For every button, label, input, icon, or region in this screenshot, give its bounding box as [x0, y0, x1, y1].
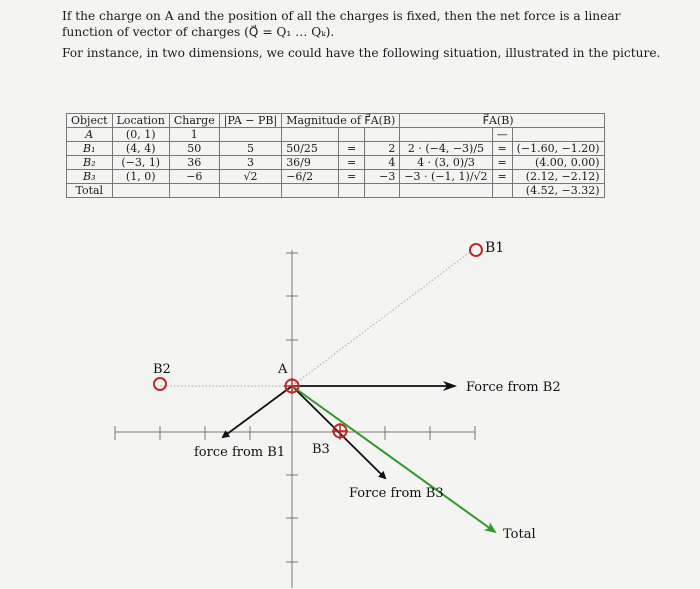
cell-object: A: [67, 128, 113, 142]
cell-object: B₂: [67, 156, 113, 170]
label-b3: B3: [312, 442, 330, 457]
charge-b2-marker: [154, 378, 166, 390]
intro-paragraph: If the charge on A and the position of all the charges is fixed, then the net force is a linear function of vector of charges (Q⃗ = Q₁ … Qₖ).: [62, 9, 621, 39]
cell-equals: =: [492, 170, 512, 184]
force-b1-arrow: [223, 386, 292, 437]
charge-b1: [470, 240, 504, 256]
cell-distance: 5: [219, 142, 281, 156]
cell-equals: —: [492, 128, 512, 142]
cell-equals: =: [339, 142, 365, 156]
header-charge: Charge: [169, 114, 219, 128]
label-force-b1: force from B1: [194, 445, 286, 460]
total-force-arrow: [292, 386, 495, 532]
cell-magnitude-right: 4: [364, 156, 399, 170]
label-a: A: [278, 362, 288, 377]
cell-equals: =: [492, 142, 512, 156]
label-force-b2: Force from B2: [466, 380, 561, 395]
charge-b3: [312, 423, 348, 457]
cell-magnitude-left: −6/2: [282, 170, 339, 184]
label-force-b3: Force from B3: [349, 486, 444, 501]
cell-object: Total: [67, 184, 113, 198]
cell-distance: √2: [219, 170, 281, 184]
cell-location: (0, 1): [112, 128, 169, 142]
header-distance: |PA − PB|: [219, 114, 281, 128]
cell-vector: (−1.60, −1.20): [512, 142, 604, 156]
cell-location: (1, 0): [112, 170, 169, 184]
cell-expression: 4 · (3, 0)/3: [400, 156, 492, 170]
guide-line-b1: [292, 252, 470, 386]
cell-magnitude-left: 50/25: [282, 142, 339, 156]
header-magnitude: Magnitude of F⃗A(B): [282, 114, 400, 128]
cell-magnitude-right: 2: [364, 142, 399, 156]
axes: [115, 250, 475, 588]
charge-b1-marker: [470, 244, 482, 256]
cell-charge: 1: [169, 128, 219, 142]
cell-equals: =: [339, 170, 365, 184]
cell-equals: =: [339, 156, 365, 170]
cell-vector: (4.00, 0.00): [512, 156, 604, 170]
header-location: Location: [112, 114, 169, 128]
cell-vector: (4.52, −3.32): [512, 184, 604, 198]
header-object: Object: [67, 114, 113, 128]
cell-distance: 3: [219, 156, 281, 170]
cell-expression: −3 · (−1, 1)/√2: [400, 170, 492, 184]
cell-object: B₁: [67, 142, 113, 156]
label-b2: B2: [153, 362, 171, 377]
label-total: Total: [503, 527, 536, 542]
header-force-vector: F⃗A(B): [400, 114, 604, 128]
cell-location: (−3, 1): [112, 156, 169, 170]
cell-location: (4, 4): [112, 142, 169, 156]
cell-magnitude-left: 36/9: [282, 156, 339, 170]
cell-charge: −6: [169, 170, 219, 184]
cell-charge: 36: [169, 156, 219, 170]
cell-magnitude-right: −3: [364, 170, 399, 184]
example-paragraph: For instance, in two dimensions, we could have the following situation, illustrated in the picture.: [62, 46, 661, 60]
cell-object: B₃: [67, 170, 113, 184]
cell-charge: 50: [169, 142, 219, 156]
cell-equals: =: [492, 156, 512, 170]
label-b1: B1: [485, 240, 505, 256]
cell-vector: (2.12, −2.12): [512, 170, 604, 184]
cell-expression: 2 · (−4, −3)/5: [400, 142, 492, 156]
